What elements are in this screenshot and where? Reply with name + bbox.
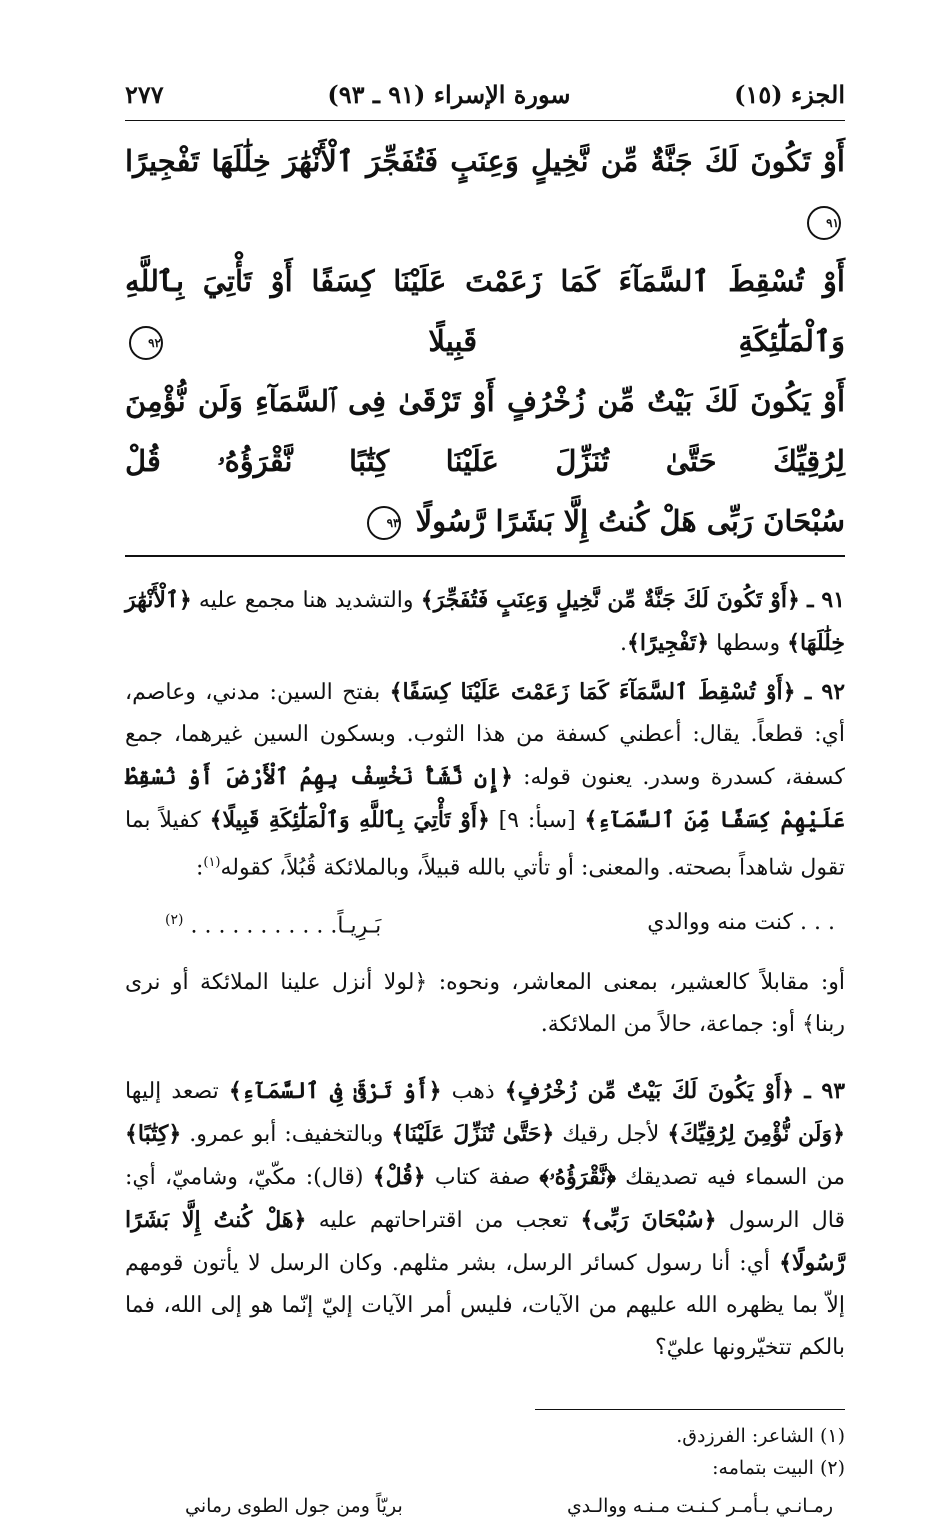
commentary xyxy=(125,579,845,1369)
quran-line: أَوْ يَكُونَ لَكَ بَيْتٌ مِّن زُخْرُفٍ أَوْ تَرْقَىٰ فِى ٱلسَّمَآءِ وَلَن نُّؤْمِنَ لِرُقِيِّكَ حَتَّىٰ تُنَزِّلَ عَلَيْنَا كِتَٰبًا نَّقْرَؤُهُۥ قُلْ xyxy=(125,384,845,478)
quran-text-block xyxy=(125,121,845,555)
page xyxy=(125,80,845,1522)
commentary-paragraph-92: ٩٢ ـ ﴿أَوْ تُسْقِطَ ٱلسَّمَآءَ كَمَا زَعَمْتَ عَلَيْنَا كِسَفًا﴾ بفتح السين: مدني، وعاصم، أي: قطعاً. يقال: أعطني كسفة من هذا الثوب. وبسكون السين غيرهما، جمع كسفة، كسدرة وسدر. يعنون قوله: ﴿إِن نَّشَأْ نَخْسِفْ بِهِمُ ٱلْأَرْضَ أَوْ نُسْقِطْ عَلَيْهِمْ كِسَفًا مِّنَ ٱلسَّمَآءِ﴾ [سبأ: ٩] ﴿أَوْ تَأْتِيَ بِٱللَّهِ وَٱلْمَلَٰٓئِكَةِ قَبِيلًا﴾ كفيلاً بما تقول شاهداً بصحته. والمعنى: أو تأتي بالله قبيلاً، وبالملائكة قُبُلاً، كقوله$^{(١)}$: xyxy=(125,679,846,881)
footnotes xyxy=(125,1420,845,1522)
juz-label: الجزء (١٥) xyxy=(734,80,845,109)
commentary-paragraph-91: ٩١ ـ ﴿أَوْ تَكُونَ لَكَ جَنَّةٌ مِّن نَّخِيلٍ وَعِنَبٍ فَتُفَجِّرَ﴾ والتشديد هنا مجمع عليه ﴿ٱلْأَنْهَٰرَ خِلَٰلَهَا﴾ وسطها ﴿تَفْجِيرًا﴾. xyxy=(125,587,845,656)
footnote-ref: (٢) xyxy=(165,912,184,929)
footnote-ref: (١) xyxy=(203,855,221,870)
ayah-marker-icon: ٩٣ xyxy=(367,506,401,540)
page-header xyxy=(125,80,845,120)
quran-separator-rule xyxy=(125,555,845,557)
ayah-marker-icon: ٩١ xyxy=(807,206,841,240)
quran-line: أَوْ تُسْقِطَ ٱلسَّمَآءَ كَمَا زَعَمْتَ عَلَيْنَا كِسَفًا أَوْ تَأْتِيَ بِٱللَّهِ وَٱلْمَلَٰٓئِكَةِ قَبِيلًا ٩٢ xyxy=(125,264,845,358)
footnote-1: (١) الشاعر: الفرزدق. xyxy=(676,1424,845,1447)
surah-title: سورة الإسراء (٩١ ـ ٩٣) xyxy=(327,80,571,109)
poetry-verse: . . . كنت منه ووالدي بَـرِيـاً. . . . . . . . . . . $^{(٢)}$ xyxy=(165,910,835,939)
commentary-paragraph-93: ٩٣ ـ ﴿أَوْ يَكُونَ لَكَ بَيْتٌ مِّن زُخْرُفٍ﴾ ذهب ﴿أَوْ تَرْقَىٰ فِى ٱلسَّمَآءِ﴾ تصعد إليها ﴿وَلَن نُّؤْمِنَ لِرُقِيِّكَ﴾ لأجل رقيك ﴿حَتَّىٰ تُنَزِّلَ عَلَيْنَا﴾ وبالتخفيف: أبو عمرو. ﴿كِتَٰبًا﴾ من السماء فيه تصديقك ﴿نَّقْرَؤُهُۥ﴾ صفة كتاب ﴿قُلْ﴾ (قال): مكّيّ، وشاميّ، أي: قال الرسول ﴿سُبْحَانَ رَبِّى﴾ تعجب من اقتراحاتهم عليه ﴿هَلْ كُنتُ إِلَّا بَشَرًا رَّسُولًا﴾ أي: أنا رسول كسائر الرسل، بشر مثلهم. وكان الرسل لا يأتون قومهم إلاّ بما يظهره الله عليهم من الآيات، فليس أمر الآيات إليّ إنّما هو إلى الله، فما بالكم تتخيّرونها عليّ؟ xyxy=(125,1077,846,1360)
footnote-2: (٢) البيت بتمامه: xyxy=(712,1456,845,1479)
quran-line: سُبْحَانَ رَبِّى هَلْ كُنتُ إِلَّا بَشَرًا رَّسُولًا ٩٣ xyxy=(125,491,845,551)
quran-line: أَوْ تَكُونَ لَكَ جَنَّةٌ مِّن نَّخِيلٍ وَعِنَبٍ فَتُفَجِّرَ ٱلْأَنْهَٰرَ خِلَٰلَهَا تَفْجِيرًا ٩١ xyxy=(125,131,845,251)
footnote-verse: رمـانـي بـأمـر كـنـت مـنـه ووالـدي بريّاً ومن جول الطوى رماني xyxy=(185,1494,833,1517)
page-number: ٢٧٧ xyxy=(125,80,164,109)
ayah-marker-icon: ٩٢ xyxy=(129,326,163,360)
commentary-paragraph-92b: أو: مقابلاً كالعشير، بمعنى المعاشر، ونحوه: ﴿لولا أنزل علينا الملائكة أو نرى ربنا﴾ أو: جماعة، حالاً من الملائكة. xyxy=(125,969,845,1037)
